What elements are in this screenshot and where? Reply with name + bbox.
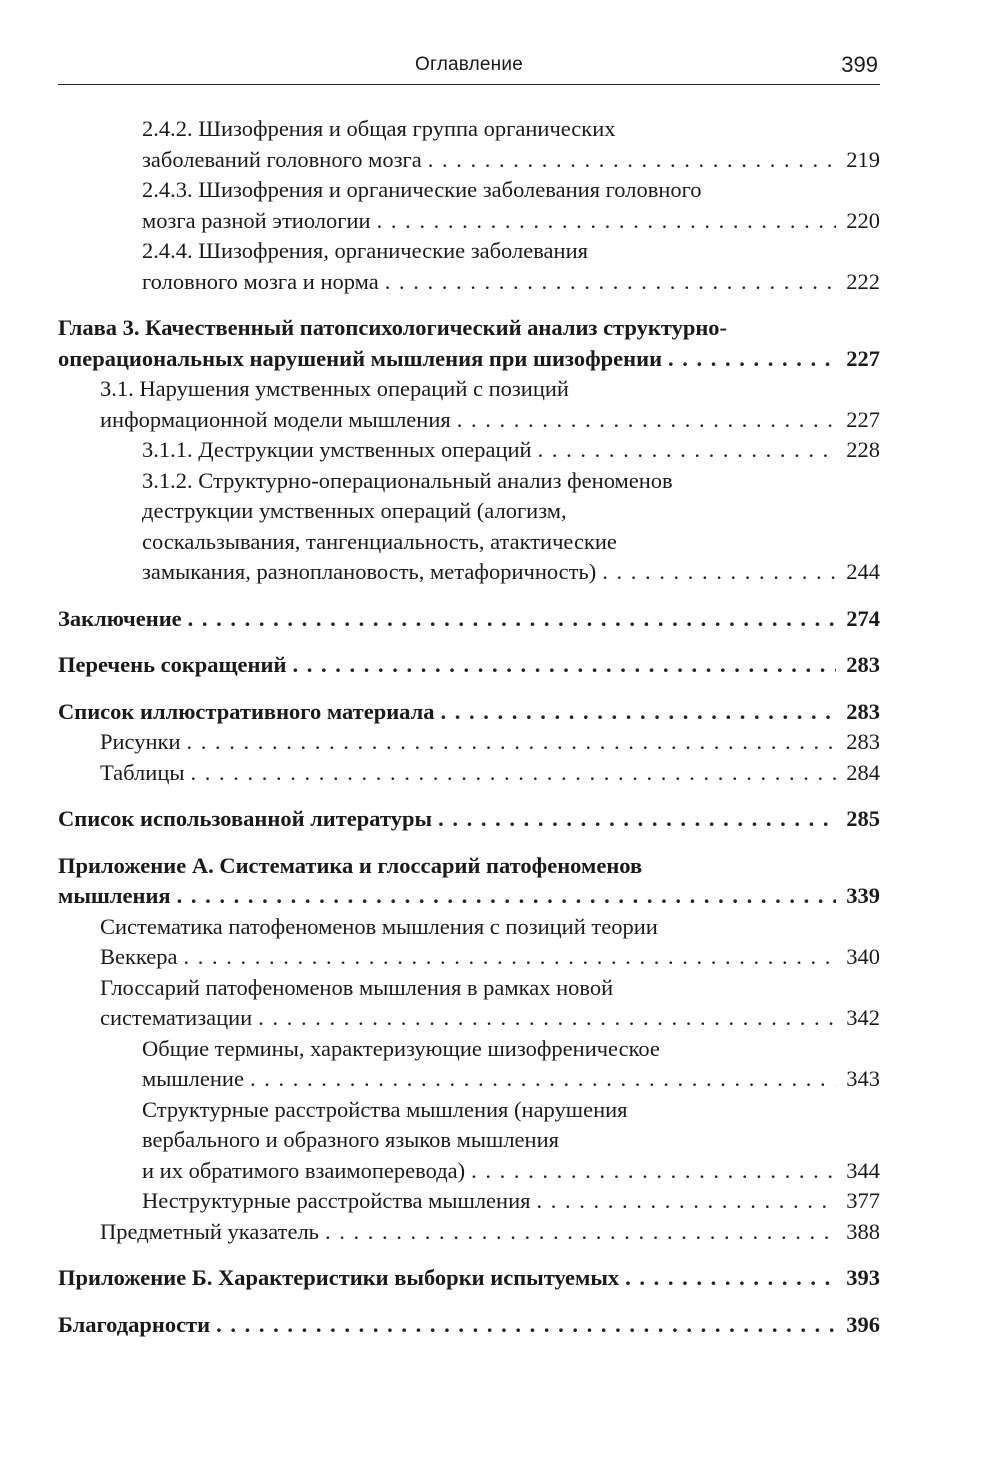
toc-entry-last-line xyxy=(142,145,880,176)
toc-page-number: 396 xyxy=(846,1311,880,1337)
toc-entry-title: Список иллюстративного материала xyxy=(58,698,435,724)
toc-entry-last-line xyxy=(142,206,880,237)
toc-page-number: 377 xyxy=(846,1188,880,1213)
book-page xyxy=(58,52,880,1337)
toc-entry[interactable] xyxy=(58,466,880,588)
toc-entry-title: Таблицы xyxy=(100,759,185,785)
dot-leader xyxy=(216,1310,836,1341)
toc-page-number: 274 xyxy=(846,605,880,631)
toc-entry-text-line: Структурные расстройства мышления (нарушения xyxy=(142,1096,628,1122)
toc-entry[interactable] xyxy=(58,697,880,728)
toc-entry-text-line: Систематика патофеноменов мышления с позиций теории xyxy=(100,913,658,939)
toc-entry-last-line xyxy=(58,1310,880,1341)
toc-entry-last-line xyxy=(58,697,880,728)
toc-entry[interactable] xyxy=(58,1263,880,1294)
toc-entry-last-line xyxy=(58,650,880,681)
toc-entry-last-line xyxy=(100,758,880,789)
toc-entry[interactable] xyxy=(58,435,880,466)
toc-entry[interactable] xyxy=(58,114,880,175)
toc-entry-text-line: 2.4.3. Шизофрения и органические заболевания головного xyxy=(142,177,702,202)
toc-entry[interactable] xyxy=(58,1186,880,1217)
toc-entry[interactable] xyxy=(58,313,880,374)
running-header xyxy=(58,52,880,85)
header-title: Оглавление xyxy=(415,54,523,75)
toc-entry-title: Неструктурные расстройства мышления xyxy=(142,1188,531,1213)
toc-entry-last-line xyxy=(142,1064,880,1095)
toc-page-number: 283 xyxy=(846,698,880,724)
toc-entry-last-line xyxy=(142,267,880,298)
dot-leader xyxy=(258,1003,836,1034)
toc-page-number: 244 xyxy=(846,559,880,584)
toc-entry[interactable] xyxy=(58,236,880,297)
toc-entry-last-line xyxy=(58,804,880,835)
page-number: 399 xyxy=(841,52,878,77)
toc-entry[interactable] xyxy=(58,1034,880,1095)
toc-entry-text-line: Глоссарий патофеноменов мышления в рамках новой xyxy=(100,974,614,1000)
dot-leader xyxy=(187,727,836,758)
toc-entry[interactable] xyxy=(58,1095,880,1187)
toc-page-number: 219 xyxy=(846,146,880,172)
toc-entry-last-line xyxy=(58,881,880,912)
dot-leader xyxy=(377,206,836,237)
toc-entry-text-line: 3.1.2. Структурно-операциональный анализ феноменов xyxy=(142,467,673,493)
dot-leader xyxy=(385,267,836,298)
toc-page-number: 342 xyxy=(846,1005,880,1030)
toc-entry[interactable] xyxy=(58,604,880,635)
dot-leader xyxy=(292,650,836,681)
toc-entry-title: Заключение xyxy=(58,605,182,631)
toc-page-number: 285 xyxy=(846,806,880,831)
section-gap xyxy=(58,788,880,804)
toc-entry-title: мышления xyxy=(58,883,171,908)
toc-entry-title: информационной модели мышления xyxy=(100,406,451,432)
toc-entry[interactable] xyxy=(58,804,880,835)
section-gap xyxy=(58,1294,880,1310)
dot-leader xyxy=(625,1263,836,1294)
toc-page-number: 284 xyxy=(846,759,880,785)
toc-entry-last-line xyxy=(58,604,880,635)
section-gap xyxy=(58,588,880,604)
toc-entry[interactable] xyxy=(58,1310,880,1341)
toc-entry-title: Благодарности xyxy=(58,1311,211,1337)
toc-entry-title: головного мозга и норма xyxy=(142,268,379,294)
toc-entry[interactable] xyxy=(58,374,880,435)
toc-entry-title: Перечень сокращений xyxy=(58,652,287,677)
table-of-contents xyxy=(58,114,880,1340)
toc-entry-last-line xyxy=(142,1186,880,1217)
toc-entry[interactable] xyxy=(58,1217,880,1248)
toc-entry[interactable] xyxy=(58,758,880,789)
toc-entry[interactable] xyxy=(58,727,880,758)
toc-entry[interactable] xyxy=(58,650,880,681)
section-gap xyxy=(58,1247,880,1263)
toc-entry-last-line xyxy=(100,727,880,758)
toc-entry[interactable] xyxy=(58,973,880,1034)
dot-leader xyxy=(668,344,836,375)
toc-entry-title: Веккера xyxy=(100,944,178,969)
toc-entry-title: 3.1.1. Деструкции умственных операций xyxy=(142,437,532,462)
toc-page-number: 227 xyxy=(846,406,880,432)
toc-entry-text-line: соскальзывания, тангенциальность, атактические xyxy=(142,528,617,554)
toc-entry-title: и их обратимого взаимоперевода) xyxy=(142,1157,466,1183)
toc-entry-text-line: 2.4.2. Шизофрения и общая группа органических xyxy=(142,116,616,141)
toc-entry-title: мышление xyxy=(142,1066,244,1091)
dot-leader xyxy=(538,435,836,466)
toc-entry-text-line: 2.4.4. Шизофрения, органические заболевания xyxy=(142,238,588,263)
toc-page-number: 222 xyxy=(846,268,880,294)
toc-entry-title: Предметный указатель xyxy=(100,1218,319,1244)
toc-entry[interactable] xyxy=(58,851,880,912)
toc-entry-text-line: деструкции умственных операций (алогизм, xyxy=(142,498,567,523)
toc-page-number: 339 xyxy=(846,883,880,908)
toc-entry-title: Рисунки xyxy=(100,729,181,754)
section-gap xyxy=(58,297,880,313)
section-gap xyxy=(58,681,880,697)
toc-page-number: 283 xyxy=(846,729,880,754)
dot-leader xyxy=(191,758,837,789)
toc-entry-last-line xyxy=(100,1003,880,1034)
dot-leader xyxy=(177,881,836,912)
dot-leader xyxy=(184,942,836,973)
toc-page-number: 227 xyxy=(846,345,880,371)
toc-entry-text-line: вербального и образного языков мышления xyxy=(142,1127,559,1152)
dot-leader xyxy=(457,405,836,436)
toc-entry-text-line: Общие термины, характеризующие шизофреническое xyxy=(142,1035,660,1061)
dot-leader xyxy=(441,697,837,728)
toc-entry-title: заболеваний головного мозга xyxy=(142,146,422,172)
toc-entry-title: систематизации xyxy=(100,1005,253,1030)
toc-entry-last-line xyxy=(58,344,880,375)
section-gap xyxy=(58,634,880,650)
toc-entry[interactable] xyxy=(58,175,880,236)
dot-leader xyxy=(325,1217,836,1248)
toc-entry-last-line xyxy=(58,1263,880,1294)
dot-leader xyxy=(188,604,836,635)
toc-page-number: 220 xyxy=(846,207,880,233)
toc-entry-title: замыкания, разноплановость, метафоричность) xyxy=(142,559,597,584)
toc-entry-title: Приложение Б. Характеристики выборки испытуемых xyxy=(58,1265,620,1290)
toc-page-number: 344 xyxy=(846,1157,880,1183)
dot-leader xyxy=(536,1186,836,1217)
dot-leader xyxy=(602,557,836,588)
toc-page-number: 393 xyxy=(846,1265,880,1290)
toc-entry-title: Список использованной литературы xyxy=(58,806,433,831)
toc-page-number: 340 xyxy=(846,944,880,969)
dot-leader xyxy=(471,1156,836,1187)
dot-leader xyxy=(428,145,836,176)
toc-entry-last-line xyxy=(142,1156,880,1187)
toc-page-number: 388 xyxy=(846,1218,880,1244)
toc-entry-text-line: 3.1. Нарушения умственных операций с позиций xyxy=(100,376,569,401)
toc-entry[interactable] xyxy=(58,912,880,973)
toc-entry-last-line xyxy=(100,942,880,973)
toc-entry-title: операциональных нарушений мышления при шизофрении xyxy=(58,345,663,371)
toc-page-number: 283 xyxy=(846,652,880,677)
dot-leader xyxy=(250,1064,836,1095)
toc-entry-last-line xyxy=(100,405,880,436)
toc-page-number: 343 xyxy=(846,1066,880,1091)
toc-page-number: 228 xyxy=(846,437,880,462)
toc-entry-title: мозга разной этиологии xyxy=(142,207,371,233)
toc-entry-last-line xyxy=(142,557,880,588)
toc-entry-text-line: Глава 3. Качественный патопсихологический анализ структурно- xyxy=(58,315,728,340)
toc-entry-text-line: Приложение А. Систематика и глоссарий патофеноменов xyxy=(58,852,643,878)
toc-entry-last-line xyxy=(100,1217,880,1248)
section-gap xyxy=(58,835,880,851)
toc-entry-last-line xyxy=(142,435,880,466)
dot-leader xyxy=(438,804,836,835)
